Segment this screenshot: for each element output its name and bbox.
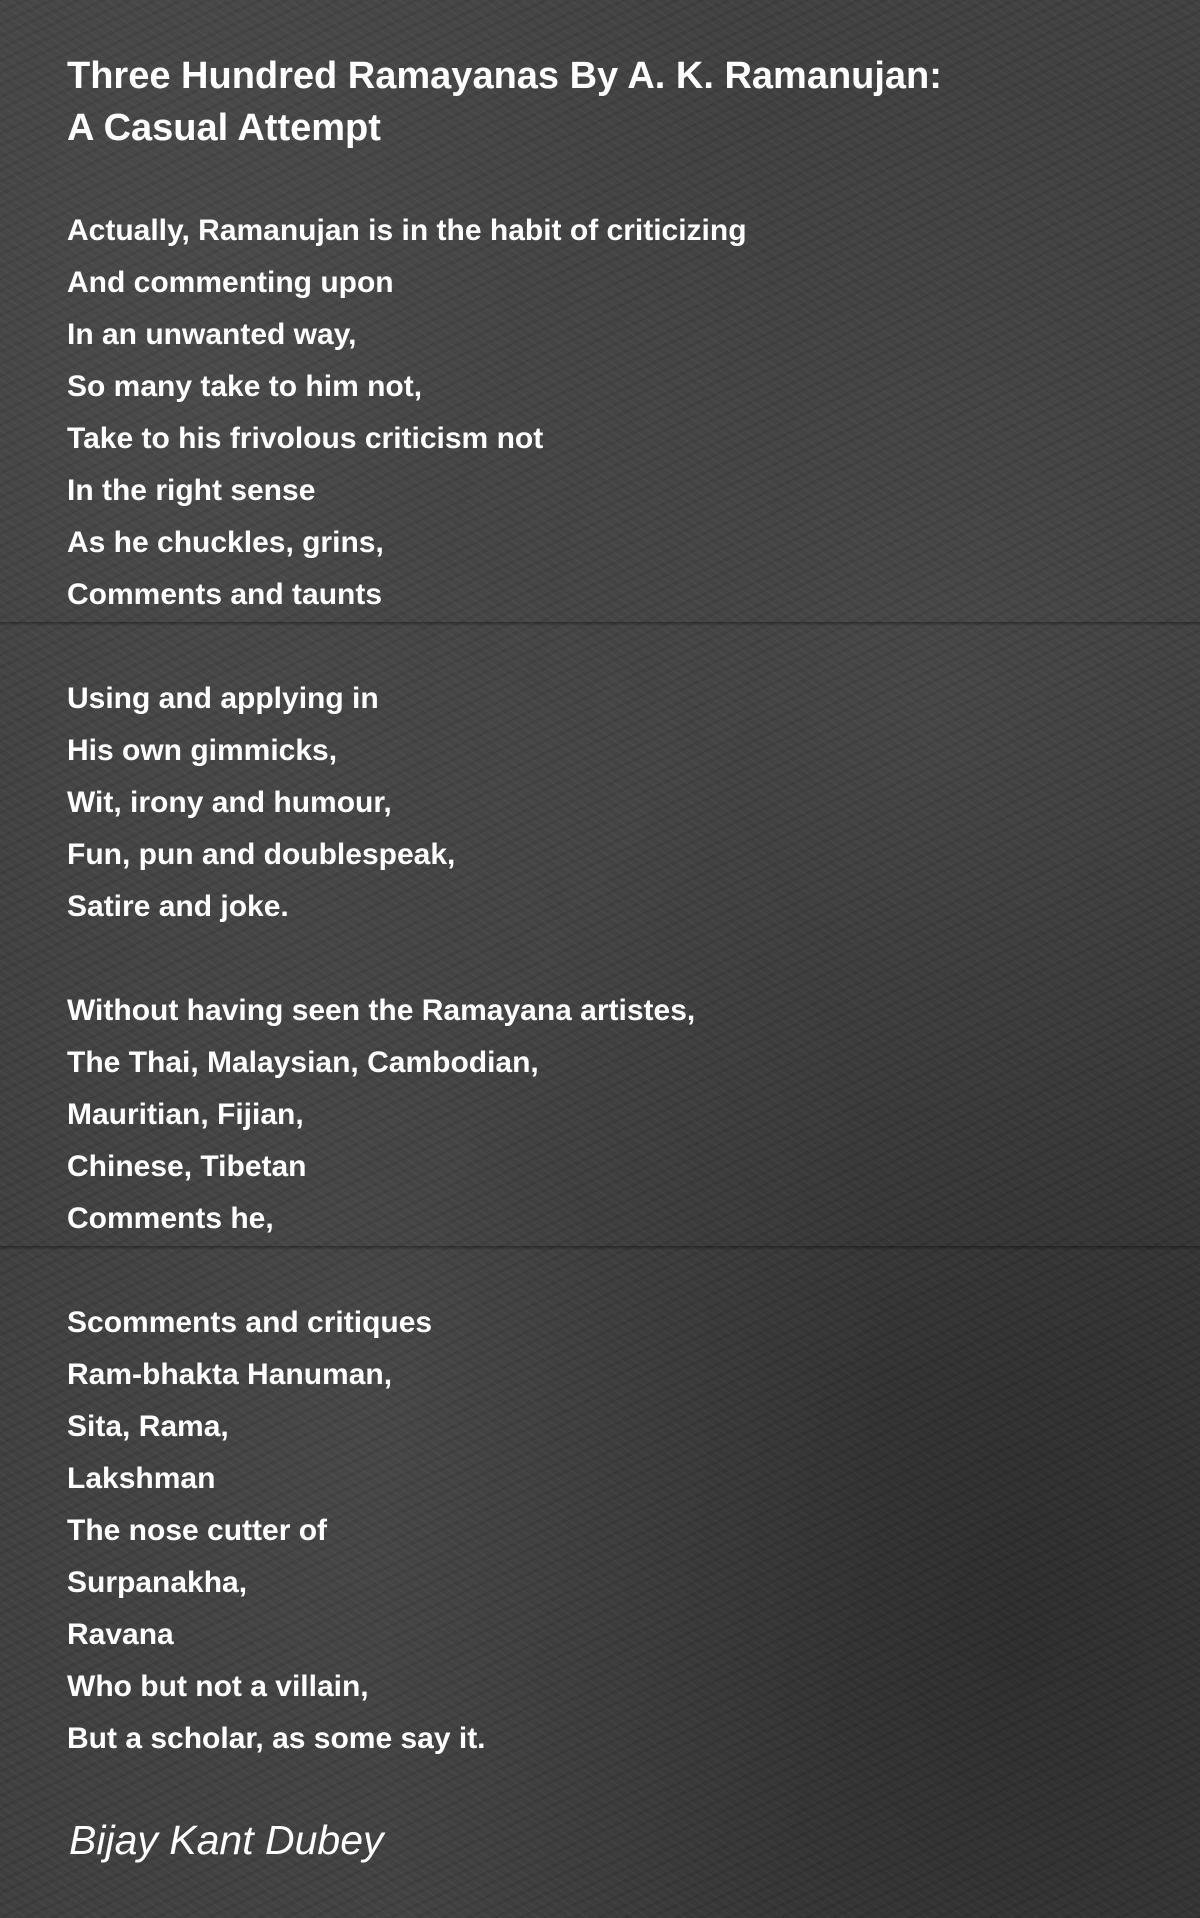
poem-line: Actually, Ramanujan is in the habit of criticizing — [67, 214, 747, 247]
stanza — [67, 205, 1147, 621]
poem-line: But a scholar, as some say it. — [67, 1722, 486, 1755]
poem-line: Take to his frivolous criticism not — [67, 422, 544, 455]
poem-line: Fun, pun and doublespeak, — [67, 838, 456, 871]
poem-line: And commenting upon — [67, 266, 394, 299]
stanza — [67, 985, 1147, 1245]
poem-line: Surpanakha, — [67, 1566, 248, 1599]
poem-line: As he chuckles, grins, — [67, 526, 384, 559]
stanza — [67, 1297, 1147, 1765]
poem-line: His own gimmicks, — [67, 734, 338, 767]
poem-line: Ram-bhakta Hanuman, — [67, 1358, 393, 1391]
poem-line: Comments he, — [67, 1202, 274, 1235]
poem-line: In an unwanted way, — [67, 318, 357, 351]
poem-line: Without having seen the Ramayana artistes, — [67, 994, 696, 1027]
poem-line: The nose cutter of — [67, 1514, 328, 1547]
poem-body — [67, 205, 1147, 1817]
poem-title: Three Hundred Ramayanas By A. K. Ramanujan: A Casual Attempt — [67, 55, 942, 149]
poem-author: Bijay Kant Dubey — [69, 1817, 384, 1863]
poem-line: Sita, Rama, — [67, 1410, 229, 1443]
poem-line: Chinese, Tibetan — [67, 1150, 307, 1183]
poem-line: In the right sense — [67, 474, 316, 507]
poem-line: The Thai, Malaysian, Cambodian, — [67, 1046, 539, 1079]
poem-line: Lakshman — [67, 1462, 216, 1495]
poem-line: Ravana — [67, 1618, 174, 1651]
poem-line: Comments and taunts — [67, 578, 383, 611]
poem-line: Wit, irony and humour, — [67, 786, 392, 819]
poem-line: Scomments and critiques — [67, 1306, 433, 1339]
poem-line: Mauritian, Fijian, — [67, 1098, 304, 1131]
stanza — [67, 673, 1147, 933]
poem-line: Satire and joke. — [67, 890, 289, 923]
poem-line: Who but not a villain, — [67, 1670, 369, 1703]
poem-line: So many take to him not, — [67, 370, 423, 403]
poem-line: Using and applying in — [67, 682, 379, 715]
